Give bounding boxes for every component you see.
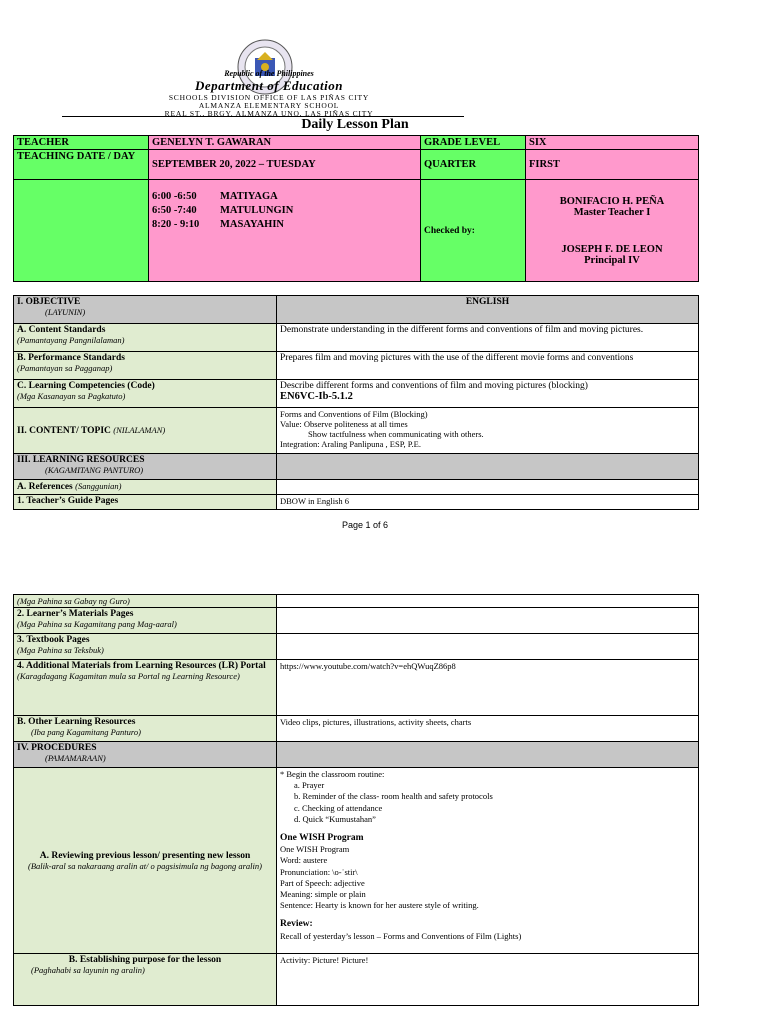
learning-resources-heading: III. LEARNING RESOURCES <box>17 455 145 465</box>
learning-competencies-cell <box>14 380 277 408</box>
procedures-heading: IV. PROCEDURES <box>17 743 97 753</box>
schedule-time: 8:20 - 9:10 <box>152 219 200 230</box>
lesson-table-page1 <box>13 295 699 510</box>
teachers-guide-sublabel: (Mga Pahina sa Gabay ng Guro) <box>14 595 277 608</box>
other-resources-sublabel: (Iba pang Kagamitang Panturo) <box>31 727 141 737</box>
other-resources-cell <box>14 716 277 742</box>
wish-line: Word: austere <box>280 855 328 866</box>
checker2-title: Principal IV <box>584 254 640 266</box>
performance-standards-cell <box>14 352 277 380</box>
review-line: Recall of yesterday’s lesson – Forms and Conventions of Film (Lights) <box>280 930 522 941</box>
performance-standards-label: B. Performance Standards <box>17 353 125 363</box>
learning-competencies-value-cell <box>277 380 699 408</box>
textbook-pages-cell <box>14 634 277 660</box>
learning-competencies-value: Describe different forms and conventions of film and moving pictures (blocking) <box>280 381 588 391</box>
content-topic-sublabel: (NILALAMAN) <box>113 425 166 435</box>
schedule-cell <box>149 180 421 282</box>
wish-line: Sentence: Hearty is known for her austere style of writing. <box>280 900 479 911</box>
lesson-info-table <box>13 135 699 282</box>
empty-cell <box>277 480 699 495</box>
empty-cell <box>277 634 699 660</box>
teachers-guide-label: 1. Teacher’s Guide Pages <box>14 495 277 510</box>
review-lesson-content <box>277 768 699 954</box>
page-number: Page 1 of 6 <box>341 520 389 530</box>
procedures-cell <box>14 742 277 768</box>
teachers-guide-value: DBOW in English 6 <box>277 495 699 510</box>
textbook-pages-label: 3. Textbook Pages <box>17 635 90 645</box>
lesson-table-page2 <box>13 594 699 1006</box>
review-lesson-sublabel: (Balik-aral sa nakaraang aralin at/ o pagsisimula ng bagong aralin) <box>28 860 262 871</box>
grade-value: SIX <box>526 136 699 150</box>
content-standards-cell <box>14 324 277 352</box>
checker1-title: Master Teacher I <box>573 206 651 218</box>
routine-item: d. Quick “Kumustahan” <box>294 813 376 824</box>
empty-cell <box>277 595 699 608</box>
learners-materials-sublabel: (Mga Pahina sa Kagamitang pang Mag-aaral) <box>17 619 177 629</box>
lr-portal-label: 4. Additional Materials from Learning Resources (LR) Portal <box>17 661 266 671</box>
review-lesson-label: A. Reviewing previous lesson/ presenting new lesson <box>39 850 251 861</box>
performance-standards-sublabel: (Pamantayan sa Pagganap) <box>17 363 113 373</box>
schedule-section: MASAYAHIN <box>220 219 284 230</box>
purpose-value: Activity: Picture! Picture! <box>277 954 699 1006</box>
wish-line: Pronunciation: \o-ˈstir\ <box>280 866 358 877</box>
schedule-row <box>152 218 417 232</box>
page-title: Daily Lesson Plan <box>301 117 409 132</box>
content-standards-label: A. Content Standards <box>17 325 106 335</box>
schedule-section: MATULUNGIN <box>220 205 294 216</box>
learners-materials-cell <box>14 608 277 634</box>
quarter-label: QUARTER <box>421 150 526 180</box>
content-topic-cell <box>14 408 277 454</box>
content-standards-value: Demonstrate understanding in the different forms and conventions of film and moving pictures. <box>277 324 699 352</box>
routine-item: c. Checking of attendance <box>294 802 383 813</box>
content-topic-label: II. CONTENT/ TOPIC <box>17 426 111 436</box>
republic-line: Republic of the Philippines <box>224 69 314 78</box>
procedures-subheading: (PAMAMARAAN) <box>45 753 106 763</box>
other-resources-label: B. Other Learning Resources <box>17 717 136 727</box>
routine-intro: * Begin the classroom routine: <box>280 769 385 779</box>
division-line: SCHOOLS DIVISION OFFICE OF LAS PIÑAS CITY <box>168 93 370 102</box>
checker2-name: JOSEPH F. DE LEON <box>561 243 663 255</box>
wish-line: Meaning: simple or plain <box>280 889 366 900</box>
schedule-time: 6:00 -6:50 <box>152 191 197 202</box>
school-line: ALMANZA ELEMENTARY SCHOOL <box>198 101 340 110</box>
review-heading: Review: <box>280 919 313 930</box>
learning-competencies-sublabel: (Mga Kasanayan sa Pagkatuto) <box>17 391 126 401</box>
learning-resources-cell <box>14 454 277 480</box>
empty-cell <box>277 742 699 768</box>
learning-competencies-code: EN6VC-Ib-5.1.2 <box>280 391 353 402</box>
checkers-cell <box>526 180 699 282</box>
objective-subheading: (LAYUNIN) <box>45 307 86 317</box>
content-topic-line: Show tactfulness when communicating with others. <box>308 429 484 439</box>
empty-cell <box>277 608 699 634</box>
schedule-time: 6:50 -7:40 <box>152 205 197 216</box>
purpose-sublabel: (Paghahabi sa layunin ng aralin) <box>31 965 145 975</box>
schedule-section: MATIYAGA <box>220 191 278 202</box>
lr-portal-link[interactable]: https://www.youtube.com/watch?v=ehQWuqZ86p8 <box>277 660 699 716</box>
date-label: TEACHING DATE / DAY <box>14 150 149 180</box>
references-cell <box>14 480 277 495</box>
subject-heading: ENGLISH <box>277 296 699 324</box>
empty-cell <box>14 180 149 282</box>
other-resources-value: Video clips, pictures, illustrations, activity sheets, charts <box>277 716 699 742</box>
schedule-row <box>152 204 417 218</box>
content-standards-sublabel: (Pamantayang Pangnilalaman) <box>17 335 125 345</box>
lr-portal-cell <box>14 660 277 716</box>
schedule-row <box>152 190 417 204</box>
checked-by-label: Checked by: <box>421 180 526 282</box>
learners-materials-label: 2. Learner’s Materials Pages <box>17 609 134 619</box>
routine-item: a. Prayer <box>294 780 325 791</box>
department-name: Department of Education <box>194 78 343 93</box>
objective-header-cell <box>14 296 277 324</box>
content-topic-line: Integration: Araling Panlipuna , ESP, P.E. <box>280 439 421 449</box>
teacher-label: TEACHER <box>14 136 149 150</box>
wish-heading: One WISH Program <box>280 833 364 844</box>
learning-resources-subheading: (KAGAMITANG PANTURO) <box>45 465 144 475</box>
performance-standards-value: Prepares film and moving pictures with the use of the different movie forms and conventions <box>277 352 699 380</box>
learning-competencies-label: C. Learning Competencies (Code) <box>17 381 155 391</box>
content-topic-line: Forms and Conventions of Film (Blocking) <box>280 409 428 419</box>
lr-portal-sublabel: (Karagdagang Kagamitan mula sa Portal ng Learning Resource) <box>17 671 240 681</box>
textbook-pages-sublabel: (Mga Pahina sa Teksbuk) <box>17 645 104 655</box>
teacher-value: GENELYN T. GAWARAN <box>149 136 421 150</box>
empty-cell <box>277 454 699 480</box>
grade-label: GRADE LEVEL <box>421 136 526 150</box>
checker1-name: BONIFACIO H. PEÑA <box>559 195 665 207</box>
purpose-label: B. Establishing purpose for the lesson <box>68 955 222 965</box>
wish-line: One WISH Program <box>280 844 350 855</box>
routine-item: b. Reminder of the class- room health and safety protocols <box>294 791 493 802</box>
references-label: A. References <box>17 482 73 492</box>
date-value: SEPTEMBER 20, 2022 – TUESDAY <box>149 150 421 180</box>
objective-heading: I. OBJECTIVE <box>17 297 81 307</box>
quarter-value: FIRST <box>526 150 699 180</box>
references-sublabel: (Sanggunian) <box>75 481 122 491</box>
wish-line: Part of Speech: adjective <box>280 877 365 888</box>
content-topic-value-cell <box>277 408 699 454</box>
content-topic-line: Value: Observe politeness at all times <box>280 419 408 429</box>
review-lesson-cell <box>14 768 277 954</box>
purpose-cell <box>14 954 277 1006</box>
address-line: REAL ST., BRGY. ALMANZA UNO, LAS PIÑAS CITY <box>164 109 374 118</box>
